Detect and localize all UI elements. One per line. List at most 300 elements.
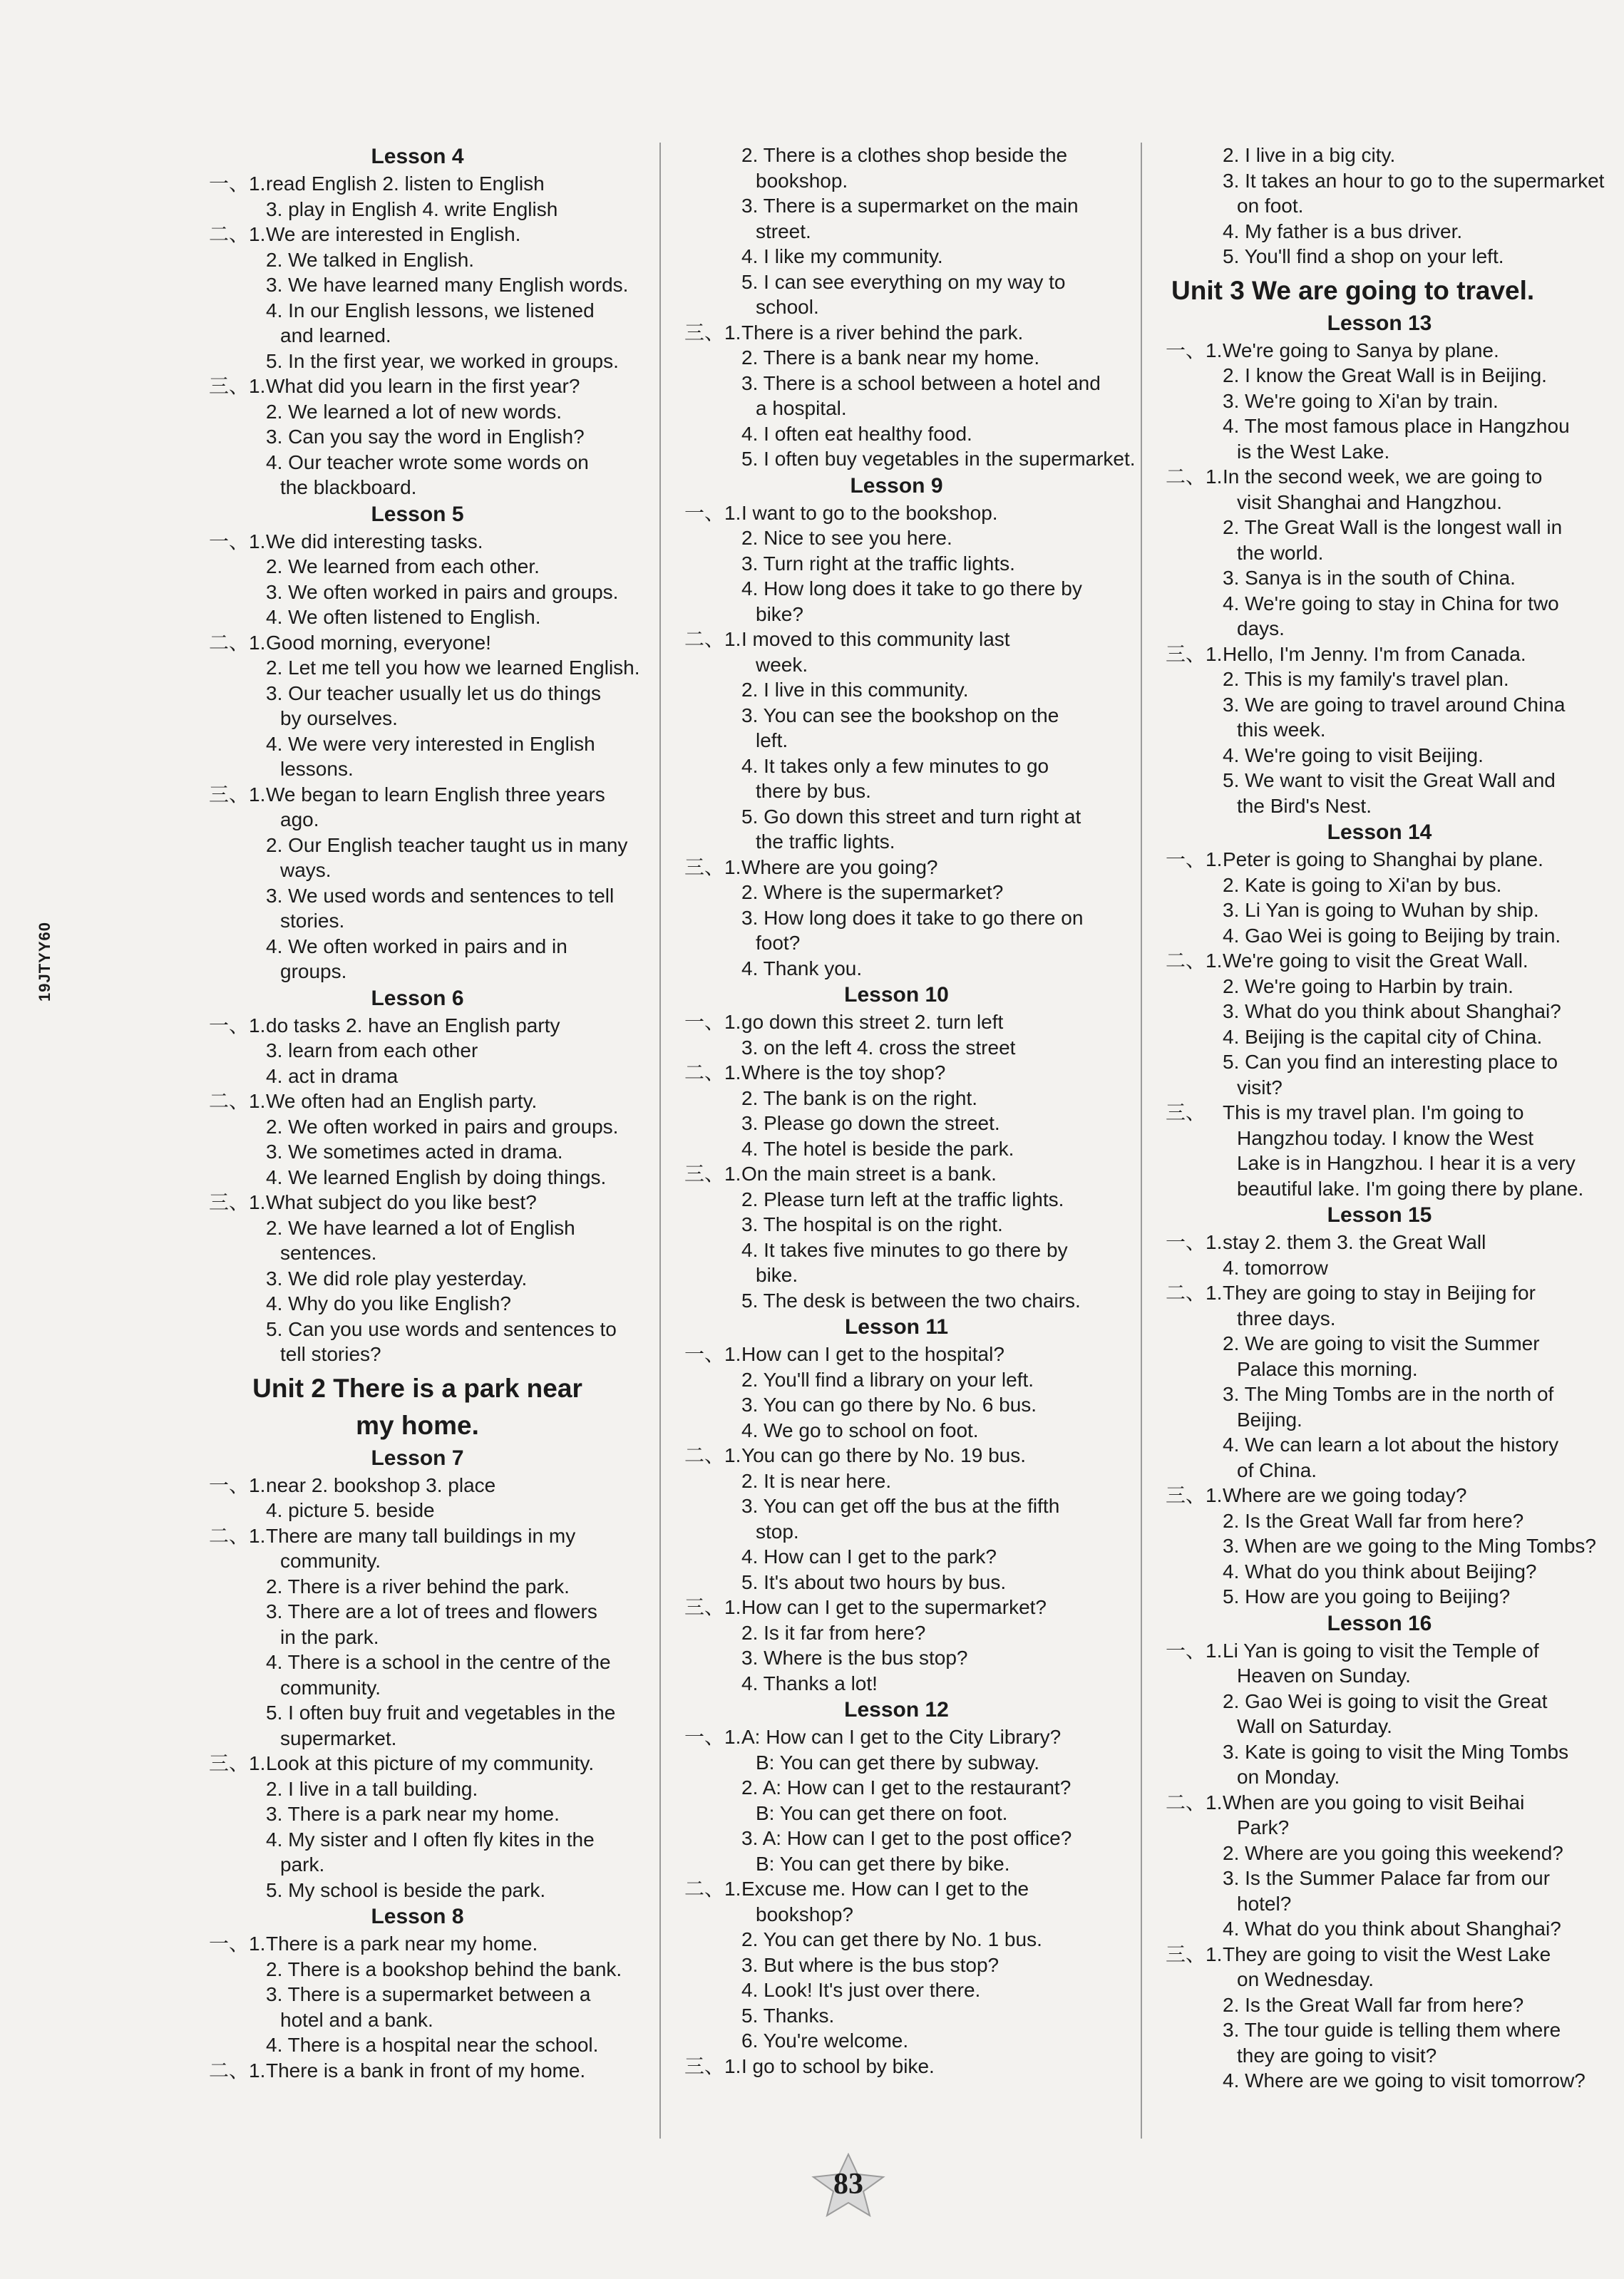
answer-text: 2. We learned from each other. xyxy=(266,555,540,577)
answer-line xyxy=(684,1111,1109,1136)
answer-line xyxy=(684,1570,1109,1595)
answer-column-2 xyxy=(684,143,1136,2079)
answer-text: 4. It takes five minutes to go there by xyxy=(741,1238,1068,1261)
answer-text: There is a river behind the park. xyxy=(741,321,1024,344)
answer-text: 2. The Great Wall is the longest wall in xyxy=(1223,516,1563,538)
section-marker: 二、1. xyxy=(1166,465,1223,488)
answer-line xyxy=(1166,1280,1593,1306)
answer-line xyxy=(1166,1790,1593,1816)
answer-line xyxy=(1166,338,1593,364)
answer-line xyxy=(684,1238,1109,1263)
answer-line xyxy=(684,627,1109,652)
answer-line xyxy=(209,1827,626,1853)
answer-line-continuation: Park? xyxy=(1237,1816,1290,1838)
answer-text: 5. It's about two hours by bus. xyxy=(741,1570,1007,1593)
lesson-heading: Lesson 6 xyxy=(371,986,464,1010)
lesson-heading: Lesson 14 xyxy=(1327,820,1432,844)
answer-text: 3. There is a park near my home. xyxy=(266,1803,560,1825)
answer-text: 3. There are a lot of trees and flowers xyxy=(266,1600,597,1622)
answer-line xyxy=(1166,1049,1593,1075)
answer-line xyxy=(684,193,1109,219)
section-marker: 三、 xyxy=(1166,1101,1206,1123)
answer-text: 3. learn from each other xyxy=(266,1039,478,1061)
section-marker: 二、1. xyxy=(209,2059,266,2082)
answer-line-continuation: foot? xyxy=(756,932,801,954)
answer-line xyxy=(684,1443,1109,1468)
answer-line-continuation: the world. xyxy=(1237,541,1324,564)
section-marker: 一、1. xyxy=(684,1011,741,1033)
answer-text: 3. We sometimes acted in drama. xyxy=(266,1141,563,1163)
answer-line xyxy=(209,1599,626,1625)
answer-line-continuation: they are going to visit? xyxy=(1237,2044,1437,2067)
answer-line xyxy=(1166,143,1593,168)
answer-line-continuation: on Wednesday. xyxy=(1237,1968,1374,1990)
answer-text: 4. What do you think about Shanghai? xyxy=(1223,1918,1561,1940)
answer-line-continuation: community. xyxy=(280,1676,381,1699)
answer-line xyxy=(209,1165,626,1190)
answer-text: 4. How long does it take to go there by xyxy=(741,577,1082,600)
answer-line xyxy=(1166,389,1593,414)
answer-text: 2. We talked in English. xyxy=(266,248,475,271)
answer-line-continuation: Hangzhou today. I know the West xyxy=(1237,1126,1534,1149)
answer-text: 2. Is it far from here? xyxy=(741,1621,926,1644)
answer-text: 4. There is a hospital near the school. xyxy=(266,2034,599,2056)
answer-text: We are interested in English. xyxy=(266,223,521,245)
answer-line-continuation: park. xyxy=(280,1853,325,1876)
answer-line xyxy=(209,424,626,450)
section-marker: 一、1. xyxy=(684,501,741,524)
answer-line xyxy=(684,1826,1109,1851)
answer-text: near 2. bookshop 3. place xyxy=(266,1473,496,1496)
answer-line xyxy=(1166,743,1593,768)
answer-line-continuation: lessons. xyxy=(280,758,354,780)
answer-line xyxy=(209,222,626,247)
answer-text: stay 2. them 3. the Great Wall xyxy=(1223,1231,1486,1253)
answer-text: 6. You're welcome. xyxy=(741,2030,909,2052)
answer-line-continuation: stop. xyxy=(756,1520,799,1543)
section-marker: 一、1. xyxy=(1166,1231,1223,1253)
lesson-heading: Lesson 11 xyxy=(844,1315,949,1339)
answer-text: 2. There is a river behind the park. xyxy=(266,1575,570,1598)
answer-text: We began to learn English three years xyxy=(266,783,605,806)
answer-text: 3. There is a supermarket on the main xyxy=(741,195,1079,217)
answer-text: 5. Go down this street and turn right at xyxy=(741,805,1081,828)
answer-line-continuation: ago. xyxy=(280,808,319,830)
answer-line xyxy=(1166,565,1593,591)
answer-line xyxy=(684,2028,1109,2054)
answer-text: 3. Sanya is in the south of China. xyxy=(1223,567,1516,589)
answer-text: 2. You can get there by No. 1 bus. xyxy=(741,1928,1042,1950)
answer-line xyxy=(209,1957,626,1982)
answer-text: This is my travel plan. I'm going to xyxy=(1223,1101,1524,1123)
answer-text: We're going to visit the Great Wall. xyxy=(1223,950,1528,972)
section-marker: 三、1. xyxy=(684,1163,741,1185)
answer-line xyxy=(684,320,1109,346)
answer-text: 3. Turn right at the traffic lights. xyxy=(741,552,1015,575)
answer-line xyxy=(684,1136,1109,1162)
answer-text: 4. We're going to stay in China for two xyxy=(1223,592,1559,614)
answer-line xyxy=(684,244,1109,269)
answer-line xyxy=(684,1392,1109,1418)
answer-text: 4. I like my community. xyxy=(741,245,943,267)
answer-text: How can I get to the supermarket? xyxy=(741,1596,1047,1618)
answer-line xyxy=(1166,1483,1593,1508)
answer-line xyxy=(209,349,626,374)
answer-line xyxy=(1166,413,1593,439)
answer-line-continuation: Heaven on Sunday. xyxy=(1237,1665,1411,1687)
answer-text: We often had an English party. xyxy=(266,1090,538,1112)
answer-line-continuation: tell stories? xyxy=(280,1343,381,1365)
answer-text: 3. Can you say the word in English? xyxy=(266,426,585,448)
answer-line xyxy=(684,753,1109,779)
answer-line xyxy=(209,247,626,273)
answer-line-continuation: Palace this morning. xyxy=(1237,1357,1418,1380)
answer-text: 4. The most famous place in Hangzhou xyxy=(1223,415,1570,437)
answer-text: 3. The hospital is on the right. xyxy=(741,1213,1003,1235)
lesson-heading: Lesson 12 xyxy=(844,1698,949,1722)
answer-line xyxy=(684,703,1109,729)
answer-text: 4. How can I get to the park? xyxy=(741,1545,997,1568)
answer-line-continuation: visit? xyxy=(1237,1076,1283,1099)
answer-line xyxy=(684,1161,1109,1187)
answer-line-continuation: and learned. xyxy=(280,324,391,346)
unit-heading: Unit 3 We are going to travel. xyxy=(1171,275,1535,305)
lesson-heading: Lesson 10 xyxy=(844,983,949,1007)
section-marker: 三、1. xyxy=(1166,1484,1223,1506)
answer-line xyxy=(684,1927,1109,1953)
answer-text: 5. Can you find an interesting place to xyxy=(1223,1051,1558,1073)
section-marker: 二、1. xyxy=(684,1444,741,1466)
answer-line xyxy=(209,605,626,630)
answer-text: 2. I live in a tall building. xyxy=(266,1777,478,1800)
answer-line xyxy=(209,1931,626,1957)
answer-line-continuation: the blackboard. xyxy=(280,476,417,498)
answer-text: Peter is going to Shanghai by plane. xyxy=(1223,848,1543,870)
answer-text: 4. Why do you like English? xyxy=(266,1292,511,1315)
section-marker: 三、1. xyxy=(684,855,741,878)
answer-line xyxy=(209,450,626,475)
answer-line xyxy=(1166,1689,1593,1714)
answer-line xyxy=(1166,515,1593,540)
answer-line xyxy=(1166,1841,1593,1866)
answer-line xyxy=(1166,1024,1593,1050)
answer-line-continuation: the traffic lights. xyxy=(756,830,895,853)
answer-text: 4. The hotel is beside the park. xyxy=(741,1137,1014,1160)
section-marker: 三、1. xyxy=(684,2054,741,2077)
answer-text: 4. Thank you. xyxy=(741,957,863,979)
answer-text: 2. We're going to Harbin by train. xyxy=(1223,974,1513,997)
answer-line xyxy=(684,956,1109,982)
answer-text: 3. Is the Summer Palace far from our xyxy=(1223,1867,1551,1889)
section-marker: 一、1. xyxy=(209,173,266,195)
answer-line xyxy=(684,1620,1109,1646)
section-marker: 三、1. xyxy=(1166,1943,1223,1965)
answer-line xyxy=(209,399,626,425)
lesson-heading: Lesson 7 xyxy=(371,1446,464,1470)
answer-line-continuation: in the park. xyxy=(280,1625,379,1648)
answer-text: 3. Where is the bus stop? xyxy=(741,1647,968,1669)
answer-line xyxy=(209,2058,626,2084)
answer-line xyxy=(1166,1866,1593,1891)
section-marker: 一、1. xyxy=(684,1726,741,1748)
lesson-heading: Lesson 8 xyxy=(371,1905,464,1928)
answer-text: 5. We want to visit the Great Wall and xyxy=(1223,769,1556,791)
answer-line xyxy=(684,1468,1109,1494)
answer-line xyxy=(684,1977,1109,2003)
answer-line xyxy=(1166,692,1593,718)
answer-line-continuation: B: You can get there on foot. xyxy=(756,1801,1008,1824)
answer-line xyxy=(684,576,1109,602)
answer-text: 3. What do you think about Shanghai? xyxy=(1223,1000,1561,1022)
answer-line xyxy=(209,883,626,909)
section-marker: 三、1. xyxy=(684,1596,741,1618)
answer-line-continuation: B: You can get there by bike. xyxy=(756,1852,1010,1875)
section-marker: 一、1. xyxy=(1166,848,1223,870)
answer-line-continuation: groups. xyxy=(280,960,347,982)
answer-text: 2. A: How can I get to the restaurant? xyxy=(741,1776,1071,1799)
answer-text: I want to go to the bookshop. xyxy=(741,501,998,524)
answer-text: 3. You can see the bookshop on the xyxy=(741,704,1059,726)
answer-line xyxy=(684,500,1109,526)
section-marker: 二、1. xyxy=(1166,1282,1223,1304)
answer-line xyxy=(1166,244,1593,269)
answer-text: 3. How long does it take to go there on xyxy=(741,906,1084,929)
answer-line xyxy=(209,1190,626,1215)
answer-text: 5. Thanks. xyxy=(741,2004,835,2027)
side-code: 19JTYY60 xyxy=(36,922,53,1002)
answer-text: When are you going to visit Beihai xyxy=(1223,1791,1525,1814)
answer-text: You can go there by No. 19 bus. xyxy=(741,1444,1027,1466)
section-marker: 二、1. xyxy=(684,628,741,650)
answer-line xyxy=(1166,1255,1593,1281)
answer-line-continuation: hotel and a bank. xyxy=(280,2008,433,2031)
answer-text: 3. We're going to Xi'an by train. xyxy=(1223,389,1499,412)
answer-text: 2. Nice to see you here. xyxy=(741,527,952,549)
column-divider xyxy=(1141,143,1142,2139)
answer-text: 2. We often worked in pairs and groups. xyxy=(266,1115,619,1138)
answer-line xyxy=(209,298,626,324)
answer-line-continuation: beautiful lake. I'm going there by plane. xyxy=(1237,1177,1584,1200)
answer-line xyxy=(209,374,626,399)
answer-line-continuation: visit Shanghai and Hangzhou. xyxy=(1237,490,1503,513)
answer-line xyxy=(684,143,1109,168)
answer-line xyxy=(1166,1638,1593,1664)
answer-line xyxy=(1166,999,1593,1024)
answer-line xyxy=(209,197,626,222)
answer-line xyxy=(684,371,1109,396)
answer-text: 3. play in English 4. write English xyxy=(266,197,558,220)
column-divider xyxy=(659,143,661,2139)
answer-line xyxy=(209,1751,626,1776)
answer-line xyxy=(684,1060,1109,1086)
answer-text: 4. act in drama xyxy=(266,1064,399,1087)
section-marker: 二、1. xyxy=(1166,1791,1223,1814)
answer-text: 4. Thanks a lot! xyxy=(741,1672,878,1694)
answer-line xyxy=(1166,1508,1593,1534)
answer-text: 4. tomorrow xyxy=(1223,1256,1328,1279)
answer-text: 4. We were very interested in English xyxy=(266,732,595,755)
page-number: 83 xyxy=(833,2168,863,2201)
answer-line-continuation: on Monday. xyxy=(1237,1766,1340,1788)
answer-line-continuation: bookshop? xyxy=(756,1903,854,1925)
answer-line-continuation: of China. xyxy=(1237,1459,1317,1481)
answer-line xyxy=(684,1953,1109,1978)
answer-line xyxy=(209,580,626,605)
answer-line xyxy=(209,934,626,960)
section-marker: 一、1. xyxy=(209,1933,266,1955)
answer-text: 4. We're going to visit Beijing. xyxy=(1223,744,1484,766)
answer-text: 3. The Ming Tombs are in the north of xyxy=(1223,1383,1554,1405)
answer-line xyxy=(684,345,1109,371)
section-marker: 二、1. xyxy=(209,631,266,654)
answer-column-1 xyxy=(209,143,640,2083)
answer-line xyxy=(209,1574,626,1600)
lesson-heading: Lesson 16 xyxy=(1327,1611,1432,1635)
answer-line-continuation: B: You can get there by subway. xyxy=(756,1751,1039,1774)
answer-text: A: How can I get to the City Library? xyxy=(741,1726,1062,1748)
answer-line xyxy=(1166,2068,1593,2094)
answer-line xyxy=(209,731,626,757)
answer-text: 2. I live in this community. xyxy=(741,679,969,701)
answer-text: 4. Beijing is the capital city of China. xyxy=(1223,1025,1543,1048)
answer-line xyxy=(1166,1992,1593,2018)
answer-line xyxy=(684,1544,1109,1570)
answer-line xyxy=(684,269,1109,295)
answer-line xyxy=(684,905,1109,931)
answer-line xyxy=(684,1342,1109,1367)
answer-line xyxy=(1166,1916,1593,1942)
answer-line xyxy=(684,1876,1109,1902)
answer-text: 4. It takes only a few minutes to go xyxy=(741,754,1049,777)
answer-line-continuation: is the West Lake. xyxy=(1237,440,1390,463)
answer-text: Look at this picture of my community. xyxy=(266,1752,595,1774)
answer-line xyxy=(684,1086,1109,1111)
section-marker: 三、1. xyxy=(684,321,741,344)
answer-line xyxy=(1166,1331,1593,1357)
answer-text: 4. What do you think about Beijing? xyxy=(1223,1560,1537,1583)
answer-text: Excuse me. How can I get to the xyxy=(741,1878,1029,1900)
answer-line xyxy=(1166,897,1593,923)
answer-text: 2. You'll find a library on your left. xyxy=(741,1368,1034,1391)
answer-line-continuation: this week. xyxy=(1237,719,1326,741)
answer-line-continuation: hotel? xyxy=(1237,1892,1292,1915)
answer-line xyxy=(209,529,626,555)
answer-line xyxy=(1166,948,1593,974)
answer-text: 3. You can get off the bus at the fifth xyxy=(741,1495,1060,1517)
answer-text: 3. Kate is going to visit the Ming Tombs xyxy=(1223,1740,1569,1763)
answer-text: Li Yan is going to visit the Temple of xyxy=(1223,1639,1539,1662)
answer-text: Good morning, everyone! xyxy=(266,631,491,654)
answer-text: 2. The bank is on the right. xyxy=(741,1086,978,1109)
answer-text: 4. We go to school on foot. xyxy=(741,1419,979,1441)
answer-text: 3. A: How can I get to the post office? xyxy=(741,1827,1072,1849)
answer-line xyxy=(1166,642,1593,667)
answer-line xyxy=(1166,1559,1593,1585)
answer-line xyxy=(1166,464,1593,490)
answer-text: In the second week, we are going to xyxy=(1223,465,1543,488)
section-marker: 一、1. xyxy=(1166,1639,1223,1662)
answer-text: 2. We learned a lot of new words. xyxy=(266,400,562,423)
answer-line-continuation: Beijing. xyxy=(1237,1408,1302,1431)
lesson-heading: Lesson 15 xyxy=(1327,1203,1432,1227)
answer-line-continuation: three days. xyxy=(1237,1307,1336,1329)
answer-line-continuation: Lake is in Hangzhou. I hear it is a very xyxy=(1237,1152,1576,1174)
section-marker: 三、1. xyxy=(209,1191,266,1213)
section-marker: 一、1. xyxy=(684,1343,741,1365)
answer-text: 3. We used words and sentences to tell xyxy=(266,884,615,907)
answer-line xyxy=(209,1650,626,1675)
answer-line-continuation: the Bird's Nest. xyxy=(1237,794,1372,817)
answer-line xyxy=(209,1089,626,1114)
answer-line xyxy=(1166,1942,1593,1967)
answer-text: 4. Our teacher wrote some words on xyxy=(266,451,589,473)
answer-line xyxy=(209,1215,626,1241)
answer-text: 2. Please turn left at the traffic lights. xyxy=(741,1188,1064,1210)
unit-heading: Unit 2 There is a park near xyxy=(252,1373,582,1403)
answer-text: 5. You'll find a shop on your left. xyxy=(1223,245,1504,267)
answer-text: Where are you going? xyxy=(741,855,938,878)
answer-text: Hello, I'm Jenny. I'm from Canada. xyxy=(1223,642,1526,665)
answer-line-continuation: days. xyxy=(1237,617,1285,639)
answer-text: 3. on the left 4. cross the street xyxy=(741,1036,1016,1059)
answer-text: 2. Gao Wei is going to visit the Great xyxy=(1223,1689,1548,1712)
answer-line xyxy=(209,554,626,580)
answer-line xyxy=(1166,974,1593,999)
answer-text: 2. Is the Great Wall far from here? xyxy=(1223,1993,1524,2016)
answer-text: 4. We can learn a lot about the history xyxy=(1223,1434,1559,1456)
answer-text: 4. We often worked in pairs and in xyxy=(266,935,567,957)
answer-line-continuation: supermarket. xyxy=(280,1727,397,1749)
answer-line-continuation: school. xyxy=(756,296,819,318)
answer-text: 2. This is my family's travel plan. xyxy=(1223,668,1509,690)
answer-line xyxy=(209,1139,626,1165)
answer-line-continuation: on foot. xyxy=(1237,195,1304,217)
answer-line xyxy=(209,1700,626,1726)
answer-line xyxy=(1166,591,1593,617)
answer-text: 3. You can go there by No. 6 bus. xyxy=(741,1394,1037,1416)
answer-line xyxy=(684,1775,1109,1801)
answer-text: I go to school by bike. xyxy=(741,2054,935,2077)
answer-line xyxy=(1166,1533,1597,1559)
answer-text: 2. I know the Great Wall is in Beijing. xyxy=(1223,364,1547,386)
answer-line-continuation: sentences. xyxy=(280,1242,377,1264)
answer-line xyxy=(1166,1100,1593,1126)
answer-line xyxy=(684,804,1109,830)
answer-text: 3. We are going to travel around China xyxy=(1223,693,1566,716)
answer-text: 4. My father is a bus driver. xyxy=(1223,220,1463,242)
answer-line xyxy=(209,2032,626,2058)
answer-text: I moved to this community last xyxy=(741,628,1010,650)
answer-line-continuation: stories. xyxy=(280,910,345,932)
answer-text: 2. It is near here. xyxy=(741,1469,892,1492)
answer-line-continuation: bike. xyxy=(756,1264,798,1286)
section-marker: 二、1. xyxy=(684,1061,741,1084)
section-marker: 三、1. xyxy=(209,375,266,397)
answer-line xyxy=(684,1212,1109,1238)
answer-text: 3. We have learned many English words. xyxy=(266,274,629,296)
section-marker: 二、1. xyxy=(684,1878,741,1900)
answer-text: 2. Where are you going this weekend? xyxy=(1223,1841,1563,1864)
answer-line xyxy=(1166,168,1605,194)
answer-line xyxy=(209,681,626,706)
answer-line xyxy=(684,446,1136,472)
answer-line xyxy=(684,1671,1109,1697)
answer-line-continuation: a hospital. xyxy=(756,397,847,419)
answer-text: 4. picture 5. beside xyxy=(266,1499,435,1521)
answer-text: 2. Our English teacher taught us in many xyxy=(266,833,628,856)
section-marker: 一、1. xyxy=(1166,339,1223,361)
answer-line xyxy=(684,421,1109,447)
